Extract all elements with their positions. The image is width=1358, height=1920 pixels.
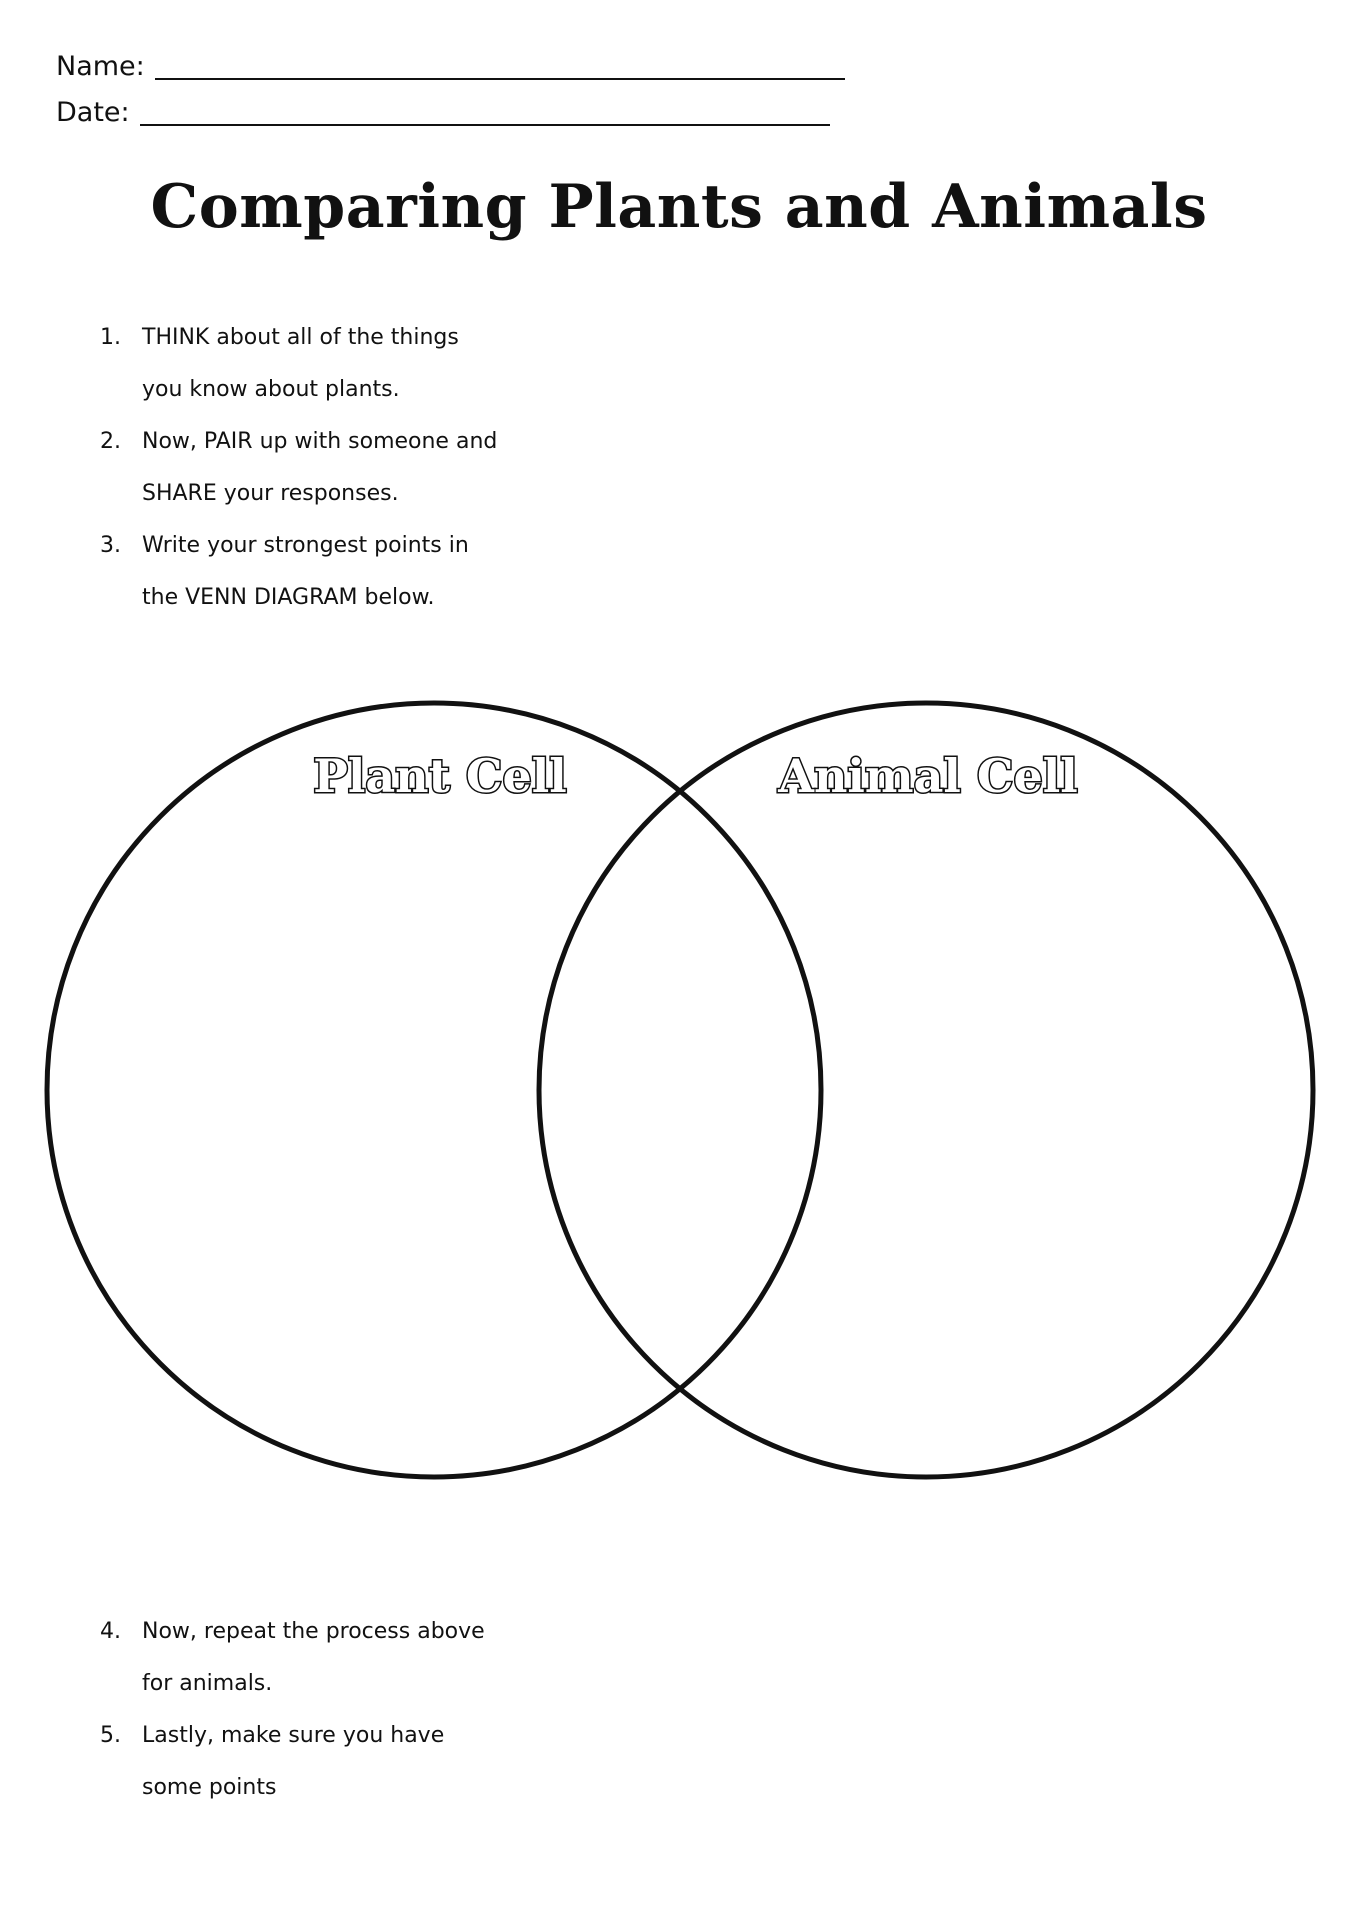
date-line[interactable] (140, 98, 830, 126)
instruction-text: Lastly, make sure you have some points (142, 1723, 445, 1800)
animal-cell-circle[interactable] (539, 703, 1313, 1477)
instruction-item (100, 1710, 502, 1814)
animal-cell-label: Animal Cell (778, 749, 1078, 803)
name-line[interactable] (155, 52, 845, 80)
instruction-text: Now, repeat the process above for animals. (142, 1619, 485, 1696)
plant-cell-circle[interactable] (47, 703, 821, 1477)
instruction-number: 3. (100, 533, 121, 558)
instruction-item (100, 1606, 502, 1710)
instruction-text: Write your strongest points in the VENN DIAGRAM below. (142, 533, 469, 610)
instruction-number: 2. (100, 429, 121, 454)
date-label: Date: (56, 97, 130, 128)
instructions-bottom (100, 1606, 502, 1814)
instruction-item (100, 520, 502, 624)
instruction-text: Now, PAIR up with someone and SHARE your responses. (142, 429, 498, 506)
plant-cell-label: Plant Cell (313, 749, 567, 803)
instructions-top (100, 312, 502, 624)
name-label: Name: (56, 51, 145, 82)
instruction-item (100, 312, 502, 416)
page-title: Comparing Plants and Animals (150, 172, 1208, 242)
instruction-number: 1. (100, 325, 121, 350)
instruction-item (100, 416, 502, 520)
name-field[interactable] (56, 52, 845, 80)
instruction-number: 4. (100, 1619, 121, 1644)
date-field[interactable] (56, 98, 830, 126)
instruction-number: 5. (100, 1723, 121, 1748)
venn-diagram (0, 680, 1358, 1500)
instruction-text: THINK about all of the things you know about plants. (142, 325, 459, 402)
